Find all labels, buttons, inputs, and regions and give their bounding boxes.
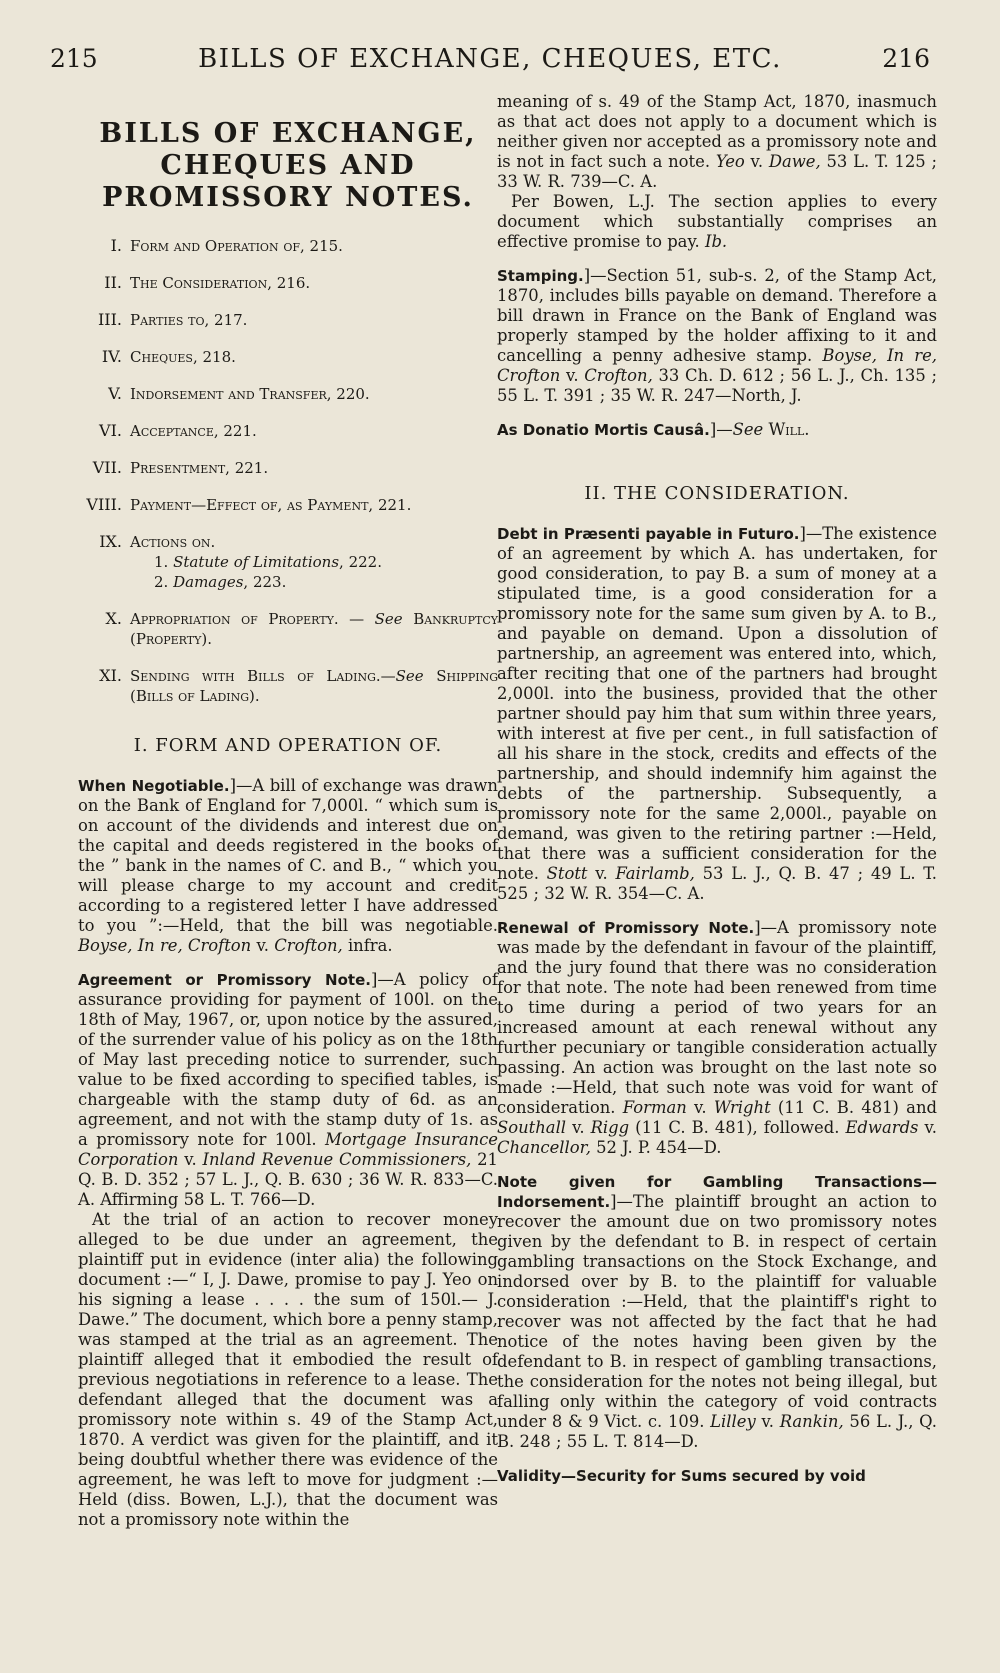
case-name: Fairlamb, <box>615 864 695 883</box>
toc-entry: Form and Operation of, 215. <box>130 237 343 255</box>
paragraph-text: v. <box>560 366 585 385</box>
case-name: Yeo <box>715 152 745 171</box>
toc-number: IX. <box>99 532 122 551</box>
toc-entry: Presentment, 221. <box>130 459 269 477</box>
paragraph-text: v. <box>744 152 769 171</box>
case-name: Inland Revenue Commissioners, <box>202 1150 472 1169</box>
case-name: Dawe, <box>768 152 821 171</box>
paragraph-text: 21 Q. B. D. 352 ; 57 L. J., Q. B. 630 ; 36 W. R. 833—C. A. Affirming 58 L. T. 766—D. <box>78 1150 498 1209</box>
paragraph <box>497 524 937 904</box>
keyword: Debt in Præsenti payable in Futuro. <box>497 525 800 543</box>
toc-number: VI. <box>99 421 122 440</box>
paragraph-text: v. <box>587 864 616 883</box>
keyword: Stamping. <box>497 267 584 285</box>
keyword: As Donatio Mortis Causâ. <box>497 421 710 439</box>
toc-item <box>78 458 498 478</box>
cross-reference: Will. <box>763 420 810 439</box>
paragraph <box>497 92 937 192</box>
toc-sub-number: 1. <box>154 553 174 571</box>
toc-item <box>78 495 498 515</box>
paragraph-text: v. <box>178 1150 203 1169</box>
toc-number: VIII. <box>86 495 122 514</box>
paragraph <box>78 776 498 956</box>
case-name: Chancellor, <box>497 1138 591 1157</box>
toc-number: X. <box>105 609 122 628</box>
paragraph-text: ]—Section 51, sub-s. 2, of the Stamp Act, 1870, includes bills payable on demand. Therefore a bill drawn in France on the Bank of England was properly stamped by the holder affixing to it and cancelling a penny adhesive stamp. <box>497 266 937 365</box>
running-title: BILLS OF EXCHANGE, CHEQUES, ETC. <box>198 44 782 74</box>
toc-sub-page: , 222. <box>339 553 382 571</box>
toc-sub-title: Statute of Limitations <box>173 553 340 571</box>
toc-entry: Payment—Effect of, as Payment, 221. <box>130 496 412 514</box>
case-name: Ib. <box>704 232 728 251</box>
toc-item <box>78 347 498 367</box>
toc-number: VII. <box>92 458 122 477</box>
toc-sub-number: 2. <box>154 573 174 591</box>
toc-entry: Appropriation of Property. — <box>130 610 365 628</box>
paragraph-text: v. <box>251 936 275 955</box>
paragraph-text: v. <box>566 1118 591 1137</box>
case-name: Mortgage Insurance Corporation <box>78 1130 498 1169</box>
paragraph <box>497 420 937 440</box>
paragraph-text: (11 C. B. 481), followed. <box>629 1118 846 1137</box>
toc-number: V. <box>108 384 122 403</box>
toc-number: XI. <box>99 666 122 685</box>
toc-subentry <box>154 552 498 572</box>
case-name: Stott <box>546 864 588 883</box>
paragraph-text: 33 Ch. D. 612 ; 56 L. J., Ch. 135 ; 55 L. T. 391 ; 35 W. R. 247—North, J. <box>497 366 937 405</box>
paragraph-text: infra. <box>342 936 393 955</box>
toc-sub-title: Damages <box>173 573 244 591</box>
right-page-number: 216 <box>882 44 930 73</box>
keyword: Validity—Security for Sums secured by void <box>497 1467 866 1485</box>
paragraph-text: 56 L. J., Q. B. 248 ; 55 L. T. 814—D. <box>497 1412 937 1451</box>
keyword: Renewal of Promissory Note. <box>497 919 755 937</box>
toc-item <box>78 273 498 293</box>
toc-entry: Parties to, 217. <box>130 311 248 329</box>
section-heading: II. THE CONSIDERATION. <box>584 483 850 504</box>
toc-entry-continued: Bankruptcy (Property). <box>130 610 498 648</box>
paragraph-text: v. <box>686 1098 714 1117</box>
toc-number: IV. <box>101 347 122 366</box>
case-name: Crofton, <box>584 366 653 385</box>
toc-number: III. <box>97 310 122 329</box>
case-name: Boyse, In re, Crofton <box>78 936 252 955</box>
keyword: Note given for Gambling Transactions—Indorsement. <box>497 1173 937 1211</box>
toc-item <box>78 310 498 330</box>
paragraph-text: v. <box>918 1118 937 1137</box>
toc-item <box>78 609 498 649</box>
paragraph <box>497 192 937 252</box>
paragraph-text: ]—A promissory note was made by the defendant in favour of the plaintiff, and the jury found that there was no consideration for that note. The note had been renewed from time to time during a period of two years for an increased amount at each renewal without any further pecuniary or tangible consideration actually passing. An action was brought on the last note so made :—Held, that such note was void for want of consideration. <box>497 918 937 1117</box>
toc-entry: The Consideration, 216. <box>130 274 311 292</box>
case-name: Crofton, <box>274 936 343 955</box>
paragraph-text: (11 C. B. 481) and <box>770 1098 937 1117</box>
toc-item <box>78 236 498 256</box>
paragraph: At the trial of an action to recover money alleged to be due under an agreement, the plaintiff put in evidence (inter alia) the following document :—“ I, J. Dawe, promise to pay J. Yeo on his signing a lease . . . . the sum of 150l.— J. Dawe.” The document, which bore a penny stamp, was stamped at the trial as an agreement. The plaintiff alleged that it embodied the result of previous negotiations in reference to a lease. The defendant alleged that the document was a promissory note within s. 49 of the Stamp Act, 1870. A verdict was given for the plaintiff, and it being doubtful whether there was evidence of the agreement, he was left to move for judgment :—Held (diss. Bowen, L.J.), that the document was not a promissory note within the <box>78 1210 498 1529</box>
case-name: Southall <box>497 1118 567 1137</box>
toc-item <box>78 421 498 441</box>
see-reference: See <box>374 610 403 628</box>
section-heading: I. FORM AND OPERATION OF. <box>133 735 443 756</box>
paragraph <box>497 1466 937 1486</box>
toc-sub-page: , 223. <box>243 573 287 591</box>
paragraph <box>497 1172 937 1452</box>
toc-subentries <box>130 552 498 592</box>
paragraph-text: 53 L. J., Q. B. 47 ; 49 L. T. 525 ; 32 W. R. 354—C. A. <box>497 864 937 903</box>
paragraph-text: 53 L. T. 125 ; 33 W. R. 739—C. A. <box>497 152 938 191</box>
see-reference: See <box>395 667 424 685</box>
paragraph-text: 52 J. P. 454—D. <box>590 1138 722 1157</box>
toc-number: II. <box>104 273 122 292</box>
toc-item <box>78 384 498 404</box>
left-page-number: 215 <box>50 44 98 73</box>
main-title-line: CHEQUES AND <box>160 150 416 181</box>
paragraph <box>497 918 937 1158</box>
paragraph-text: meaning of s. 49 of the Stamp Act, 1870, inasmuch as that act does not apply to a document which is neither given nor accepted as a promissory note and is not in fact such a note. <box>497 92 937 171</box>
paragraph-text: ]—The plaintiff brought an action to recover the amount due on two promissory notes given by the defendant to B. in respect of certain gambling transactions on the Stock Exchange, and indorsed over by B. to the plaintiff for valuable consideration :—Held, that the plaintiff's right to recover was not affected by the fact that he had notice of the notes having been given by the defendant to B. in respect of gambling transactions, the consideration for the notes not being illegal, but falling only within the category of void contracts under 8 & 9 Vict. c. 109. <box>497 1192 937 1431</box>
case-name: Edwards <box>845 1118 919 1137</box>
paragraph-text: v. <box>755 1412 780 1431</box>
see-reference: See <box>732 420 764 439</box>
paragraph <box>78 970 498 1210</box>
table-of-contents <box>78 236 498 706</box>
case-name: Lilley <box>710 1412 756 1431</box>
toc-number: I. <box>110 236 122 255</box>
case-name: Rigg <box>590 1118 630 1137</box>
right-column <box>497 92 937 1486</box>
case-name: Forman <box>622 1098 687 1117</box>
toc-item <box>78 666 498 706</box>
case-name: Boyse, In re, Crofton <box>497 346 937 385</box>
toc-item <box>78 532 498 592</box>
paragraph-text: Per Bowen, L.J. The section applies to every document which substantially comprises an effective promise to pay. <box>497 192 937 251</box>
left-column <box>78 92 498 1530</box>
toc-entry: Sending with Bills of Lading.— <box>130 667 396 685</box>
toc-entry: Actions on. <box>130 533 216 551</box>
running-header <box>50 44 930 84</box>
main-title-line: PROMISSORY NOTES. <box>102 182 474 213</box>
toc-subentry <box>154 572 498 592</box>
main-title-line: BILLS OF EXCHANGE, <box>99 118 477 149</box>
case-name: Wright <box>713 1098 771 1117</box>
case-name: Rankin, <box>779 1412 844 1431</box>
paragraph-text: ]— <box>709 420 733 439</box>
toc-entry: Indorsement and Transfer, 220. <box>130 385 370 403</box>
keyword: When Negotiable. <box>78 777 230 795</box>
main-title <box>78 118 498 214</box>
paragraph-text: ]—A bill of exchange was drawn on the Bank of England for 7,000l. “ which sum is on account of the dividends and interest due on the capital and deeds registered in the books of the ” bank in the names of C. and B., “ which you will please charge to my account and credit according to a registered letter I have addressed to you ”:—Held, that the bill was negotiable. <box>78 776 498 935</box>
toc-entry: Acceptance, 221. <box>130 422 257 440</box>
keyword: Agreement or Promissory Note. <box>78 971 371 989</box>
paragraph <box>497 266 937 406</box>
toc-entry-continued: Shipping (Bills of Lading). <box>130 667 498 705</box>
paragraph-text: ]—A policy of assurance providing for payment of 100l. on the 18th of May, 1967, or, upon notice by the assured, of the surrender value of his policy as on the 18th of May last preceding notice to surrender, such value to be fixed according to specified tables, is chargeable with the stamp duty of 6d. as an agreement, and not with the stamp duty of 1s. as a promissory note for 100l. <box>78 970 498 1149</box>
paragraph-text: ]—The existence of an agreement by which A. has undertaken, for good consideration, to pay B. a sum of money at a stipulated time, is a good consideration for a promissory note for the same sum given by A. to B., and payable on demand. Upon a dissolution of partnership, an agreement was entered into, which, after reciting that one of the partners had brought 2,000l. into the business, provided that the other partner should pay him that sum within three years, with interest at five per cent., in full satisfaction of all his share in the stock, credits and effects of the partnership, and should indemnify him against the debts of the partnership. Subsequently, a promissory note for the same 2,000l., payable on demand, was given to the retiring partner :—Held, that there was a sufficient consideration for the note. <box>497 524 937 883</box>
toc-entry: Cheques, 218. <box>130 348 236 366</box>
